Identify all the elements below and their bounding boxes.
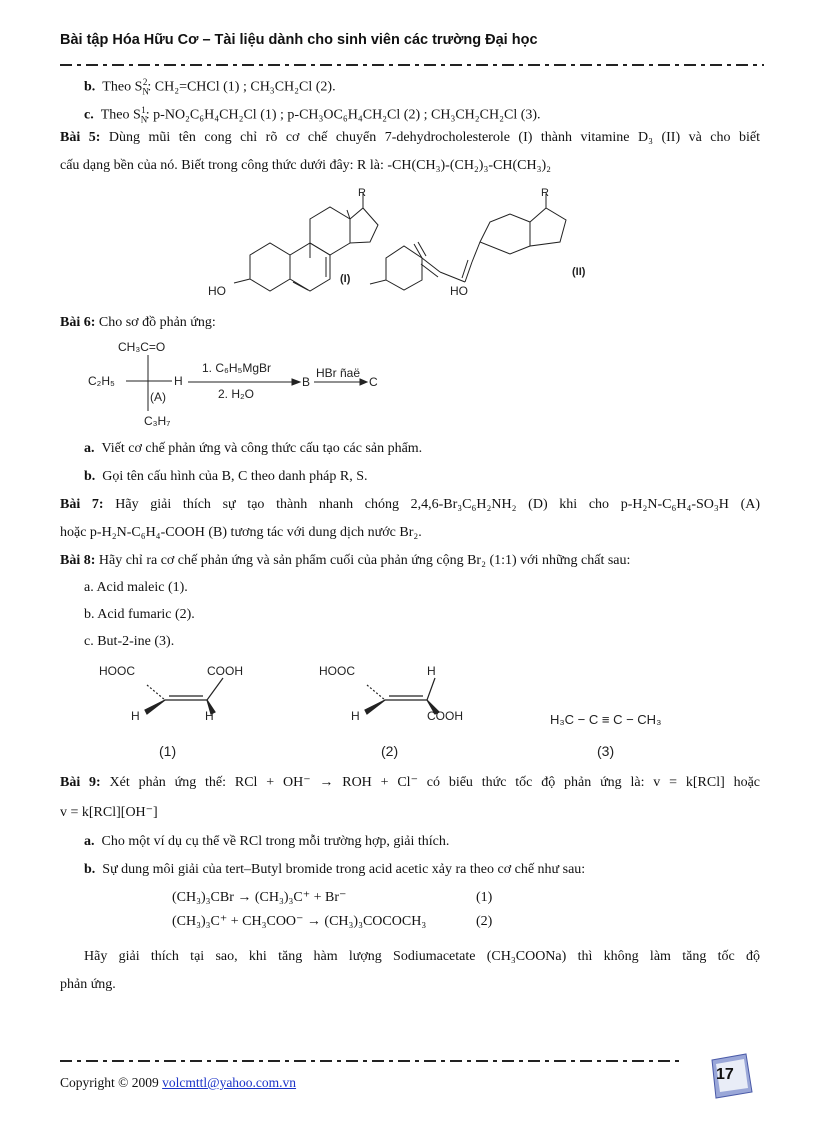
bai6-a xyxy=(84,439,760,459)
steroid-r-label-1: R xyxy=(358,187,366,199)
item-label: a. xyxy=(84,441,95,456)
m1-top-left: HOOC xyxy=(99,664,135,678)
item-c-sn1 xyxy=(84,100,760,129)
page-number-badge xyxy=(706,1052,756,1102)
ring-d-ii xyxy=(530,208,566,246)
compound-2-number: (2) xyxy=(381,743,399,759)
email-link[interactable]: volcmttl@yahoo.com.vn xyxy=(162,1075,297,1090)
superscript: 2 xyxy=(142,77,148,87)
bai5-text: Dùng mũi tên cong chỉ rõ cơ chế chuyển 7-dehydrocholesterole (I) thành vitamine D₃ (II) và cho biết xyxy=(108,130,761,145)
scheme-compound-a: (A) xyxy=(150,390,166,404)
bai7-text: Hãy giải thích sự tạo thành nhanh chóng 2,4,6-Br₃C₆H₂NH₂ (D) khi cho p-H₂N-C₆H₄-SO₃H (A) xyxy=(115,497,761,512)
bai9-text: Xét phản ứng thế: RCl + OH⁻ → ROH + Cl⁻ có biểu thức tốc độ phản ứng là: v = k[RCl] hoặc xyxy=(109,775,760,790)
closing-line2: phản ứng. xyxy=(60,977,116,992)
scheme-step2: 2. H₂O xyxy=(218,387,254,401)
bai7-line1 xyxy=(60,495,760,515)
bai5-label: Bài 5: xyxy=(60,130,101,145)
m2-bottom-left: H xyxy=(351,709,360,723)
item-text: Sự dung môi giải của tert–Butyl bromide trong acid acetic xảy ra theo cơ chế như sau: xyxy=(102,862,586,877)
footer-copyright xyxy=(60,1075,296,1091)
footer-divider xyxy=(60,1055,680,1067)
bai8-intro xyxy=(60,551,760,571)
scheme-product-c: C xyxy=(369,375,378,389)
subscript: N xyxy=(142,86,149,97)
m2-top-right: H xyxy=(427,664,436,678)
bai7-line2: hoặc p-H₂N-C₆H₄-COOH (B) tương tác với dung dịch nước Br₂. xyxy=(60,525,422,540)
m2-top-left: HOOC xyxy=(319,664,355,678)
ring-c-i xyxy=(310,207,350,255)
steroid-ho-label-1: HO xyxy=(208,284,226,298)
bai9-b xyxy=(84,860,760,880)
item-label: c. xyxy=(84,107,94,123)
bai8-b: b. Acid fumaric (2). xyxy=(84,607,195,622)
header-divider xyxy=(60,59,764,71)
scheme-step1: 1. C₆H₅MgBr xyxy=(202,361,272,375)
ring-a-ii xyxy=(386,246,422,290)
item-text: Theo S xyxy=(102,79,143,95)
bai8-text: Hãy chỉ ra cơ chế phản ứng và sản phẩm cuối của phản ứng cộng Br₂ (1:1) với những chất sau: xyxy=(98,553,631,568)
equation-2-number: (2) xyxy=(476,914,493,929)
bai5-line1 xyxy=(60,128,760,148)
equation-1: (CH₃)₃CBr → (CH₃)₃C⁺ + Br⁻ xyxy=(172,890,347,905)
bai9-a xyxy=(84,832,760,852)
bai6-text: Cho sơ đồ phản ứng: xyxy=(98,315,216,330)
scheme-top-group: CH₃C=O xyxy=(118,340,166,354)
bai8-a: a. Acid maleic (1). xyxy=(84,580,188,595)
scheme-right-group: H xyxy=(174,374,183,388)
item-text: Gọi tên cấu hình của B, C theo danh pháp R, S. xyxy=(102,469,368,484)
item-label: a. xyxy=(84,834,95,849)
item-text: Theo S xyxy=(100,107,141,123)
ring-d-i xyxy=(350,208,378,243)
scheme-product-b: B xyxy=(302,375,311,389)
item-text-rest: : CH₂=CHCl (1) ; CH₃CH₂Cl (2). xyxy=(147,79,336,95)
bai9-label: Bài 9: xyxy=(60,775,101,790)
but-2-ine-formula: H₃C − C ≡ C − CH₃ xyxy=(550,712,662,727)
bai9-line2: v = k[RCl][OH⁻] xyxy=(60,805,158,820)
bai6-label: Bài 6: xyxy=(60,315,96,330)
scheme-left-group: C₂H₅ xyxy=(88,374,115,388)
bai9-line1 xyxy=(60,773,760,793)
m1-bottom-left: H xyxy=(131,709,140,723)
m2-bottom-right: COOH xyxy=(427,709,463,723)
ring-a-i xyxy=(250,243,290,291)
bai5-line2: cấu dạng bền của nó. Biết trong công thức dưới đây: R là: -CH(CH₃)-(CH₂)₃-CH(CH₃)₂ xyxy=(60,158,551,173)
item-text: Viết cơ chế phản ứng và công thức cấu tạo các sản phẩm. xyxy=(101,441,423,456)
bai8-label: Bài 8: xyxy=(60,553,96,568)
steroid-ho-label-2: HO xyxy=(450,284,468,298)
structure-ii-label: (II) xyxy=(572,266,586,278)
reaction-scheme-figure xyxy=(84,335,404,430)
item-label: b. xyxy=(84,862,96,877)
equation-2: (CH₃)₃C⁺ + CH₃COO⁻ → (CH₃)₃COCOCH₃ xyxy=(172,914,427,929)
bai8-c: c. But-2-ine (3). xyxy=(84,634,175,649)
alkene-structures-figure xyxy=(95,658,695,763)
page-number: 17 xyxy=(716,1066,734,1083)
steroid-structures-figure xyxy=(200,180,620,305)
bai6-b xyxy=(84,467,760,487)
equation-1-number: (1) xyxy=(476,890,493,905)
page-header-title: Bài tập Hóa Hữu Cơ – Tài liệu dành cho sinh viên các trường Đại học xyxy=(60,32,538,48)
scheme-bottom-group: C₃H₇ xyxy=(144,414,171,428)
subscript: N xyxy=(140,114,148,125)
m1-bottom-right: H xyxy=(205,709,214,723)
closing-line1: Hãy giải thích tại sao, khi tăng hàm lượng Sodiumacetate (CH₃COONa) thì không làm tăng tốc độ xyxy=(84,949,760,964)
item-label: b. xyxy=(84,79,96,95)
item-text-rest: : p-NO₂C₆H₄CH₂Cl (1) ; p-CH₃OC₆H₄CH₂Cl (2) ; CH₃CH₂CH₂Cl (3). xyxy=(145,107,541,123)
copyright-text: Copyright © 2009 xyxy=(60,1075,159,1090)
ring-c-ii xyxy=(480,214,530,254)
item-b-sn2 xyxy=(84,72,760,101)
steroid-r-label-2: R xyxy=(541,187,549,199)
bai7-label: Bài 7: xyxy=(60,497,104,512)
compound-3-number: (3) xyxy=(597,743,615,759)
compound-1-number: (1) xyxy=(159,743,177,759)
scheme-reagent: HBr ñaë xyxy=(316,366,361,380)
bai6-intro xyxy=(60,313,760,333)
item-text: Cho một ví dụ cụ thể về RCl trong mỗi trường hợp, giải thích. xyxy=(101,834,450,849)
superscript: 1 xyxy=(141,105,146,115)
structure-i-label: (I) xyxy=(340,273,351,285)
item-label: b. xyxy=(84,469,96,484)
m1-top-right: COOH xyxy=(207,664,243,678)
